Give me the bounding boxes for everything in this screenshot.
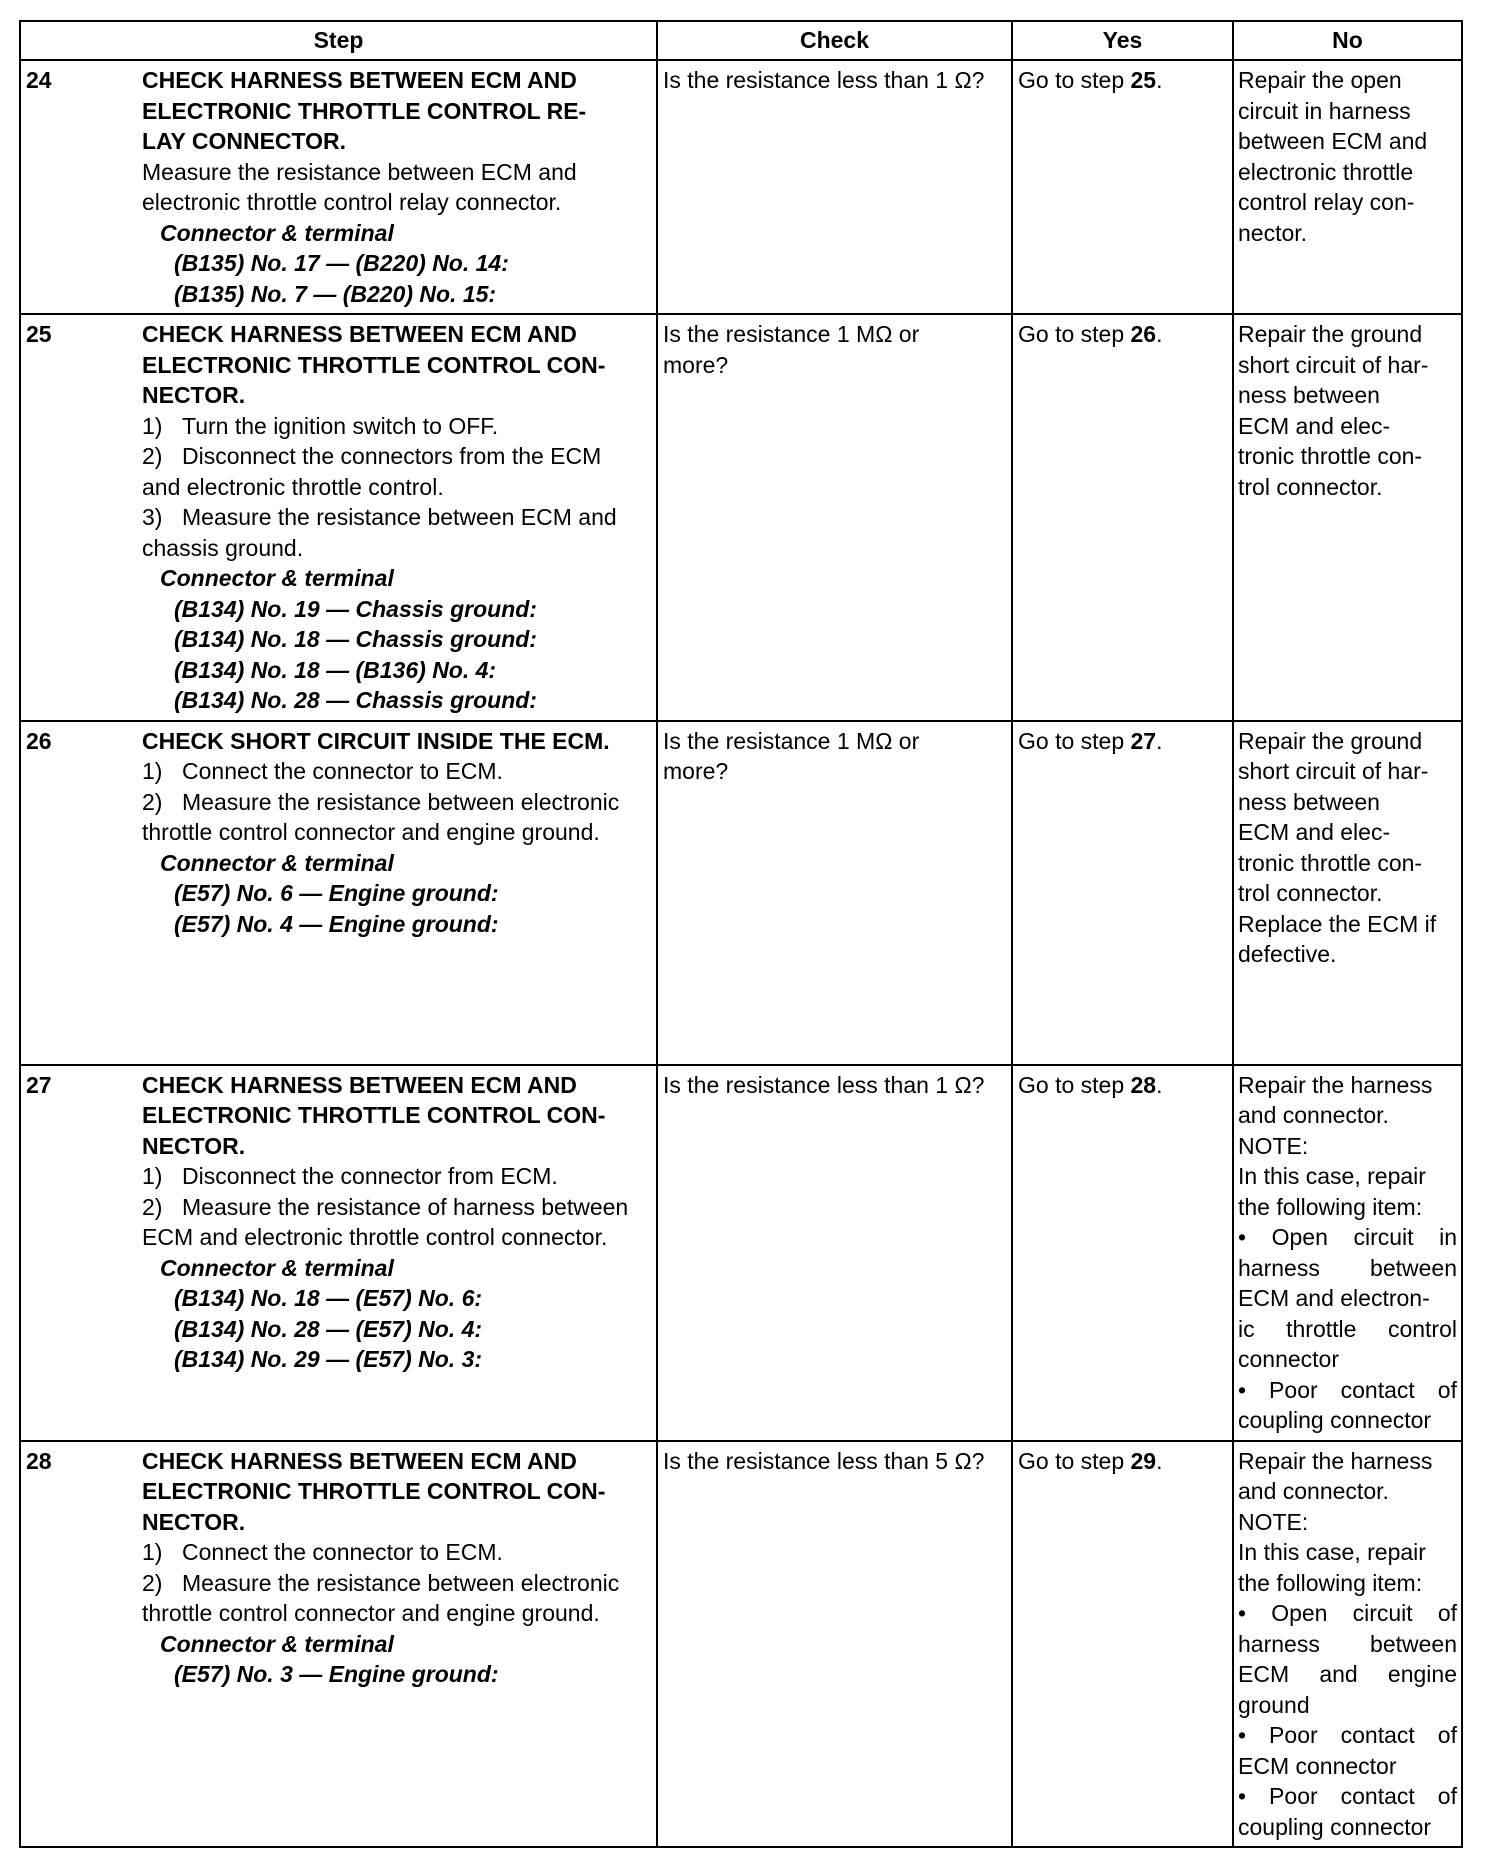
- substep-continued: throttle control connector and engine ground.: [142, 819, 600, 845]
- check-line: more?: [663, 758, 729, 784]
- step-body: [140, 60, 657, 314]
- no-line: In this case, repair: [1238, 1163, 1426, 1189]
- no-line: and connector.: [1238, 1478, 1389, 1504]
- step-number: 25: [20, 314, 140, 721]
- step-body: [140, 1441, 657, 1848]
- no-line: Replace the ECM if: [1238, 910, 1437, 937]
- substep-number: 3): [142, 504, 163, 530]
- substep-text: Turn the ignition switch to OFF.: [182, 412, 499, 439]
- step-title-line: ELECTRONIC THROTTLE CONTROL CON-: [142, 351, 606, 378]
- yes-suffix: .: [1156, 1071, 1163, 1098]
- no-line: harness between: [1238, 1254, 1457, 1281]
- no-action: [1233, 721, 1462, 1065]
- substep-text: Disconnect the connector from ECM.: [182, 1163, 558, 1189]
- no-line: connector: [1238, 1346, 1340, 1372]
- yes-step-number: 26: [1130, 321, 1157, 347]
- note-label: NOTE:: [1238, 1508, 1309, 1535]
- substep-continued: and electronic throttle control.: [142, 473, 444, 500]
- yes-suffix: .: [1156, 67, 1163, 93]
- substep: [142, 1537, 650, 1568]
- no-line: Repair the ground: [1238, 321, 1423, 347]
- substep-number: 1): [142, 758, 163, 784]
- no-line: electronic throttle: [1238, 158, 1414, 185]
- substep-number: 1): [142, 412, 163, 439]
- yes-prefix: Go to step: [1018, 1071, 1131, 1098]
- yes-step-number: 29: [1130, 1447, 1157, 1474]
- table-row: [20, 721, 1462, 1065]
- yes-suffix: .: [1156, 1447, 1163, 1474]
- step-title-line: CHECK HARNESS BETWEEN ECM AND: [142, 67, 577, 93]
- note-label: NOTE:: [1238, 1132, 1309, 1159]
- step-number: 24: [20, 60, 140, 314]
- terminal-spec: (E57) No. 6 — Engine ground:: [174, 880, 499, 906]
- no-line: short circuit of har-: [1238, 758, 1429, 784]
- substep-number: 2): [142, 788, 163, 815]
- step-number: 26: [20, 721, 140, 1065]
- step-body: [140, 1065, 657, 1441]
- header-no: No: [1233, 21, 1462, 60]
- yes-step-number: 28: [1130, 1071, 1157, 1098]
- no-line: ECM and elec-: [1238, 819, 1391, 845]
- no-line: and connector.: [1238, 1102, 1389, 1128]
- no-line: ground: [1238, 1691, 1310, 1718]
- check-line: Is the resistance 1 MΩ or: [663, 727, 920, 754]
- substep-continued: chassis ground.: [142, 534, 304, 561]
- check-question: Is the resistance less than 1 Ω?: [657, 60, 1012, 314]
- no-line: ness between: [1238, 382, 1380, 408]
- step-body: [140, 721, 657, 1065]
- terminal-spec: (E57) No. 4 — Engine ground:: [174, 910, 499, 937]
- check-line: Is the resistance 1 MΩ or: [663, 321, 920, 347]
- substep-text: Measure the resistance between ECM and: [182, 504, 617, 530]
- substep-number: 2): [142, 1569, 163, 1596]
- table-row: [20, 1441, 1462, 1848]
- substep: [142, 787, 650, 818]
- step-title-line: ELECTRONIC THROTTLE CONTROL CON-: [142, 1478, 606, 1504]
- step-title-line: NECTOR.: [142, 1132, 246, 1159]
- substep: [142, 1568, 650, 1599]
- check-question: [657, 721, 1012, 1065]
- step-title-line: CHECK SHORT CIRCUIT INSIDE THE ECM.: [142, 727, 610, 754]
- no-action: [1233, 1065, 1462, 1441]
- no-line: Repair the ground: [1238, 727, 1423, 754]
- terminal-spec: (B135) No. 17 — (B220) No. 14:: [174, 250, 509, 276]
- substep: [142, 502, 650, 533]
- check-question: Is the resistance less than 1 Ω?: [657, 1065, 1012, 1441]
- no-line: ECM and elec-: [1238, 412, 1391, 439]
- yes-action: [1012, 1441, 1233, 1848]
- no-line: the following item:: [1238, 1193, 1423, 1220]
- yes-suffix: .: [1156, 321, 1163, 347]
- step-number: 28: [20, 1441, 140, 1848]
- no-bullet: • Open circuit of: [1238, 1600, 1457, 1626]
- terminal-spec: (B134) No. 18 — Chassis ground:: [174, 626, 537, 652]
- table-row: [20, 314, 1462, 721]
- substep-text: Measure the resistance of harness between: [182, 1193, 629, 1220]
- yes-prefix: Go to step: [1018, 67, 1131, 93]
- step-title-line: NECTOR.: [142, 382, 246, 408]
- no-line: circuit in harness: [1238, 97, 1411, 124]
- substep: [142, 1161, 650, 1192]
- header-step: Step: [20, 21, 657, 60]
- no-line: ness between: [1238, 788, 1380, 815]
- connector-terminal-label: Connector & terminal: [160, 849, 394, 876]
- yes-action: [1012, 60, 1233, 314]
- yes-prefix: Go to step: [1018, 1447, 1131, 1474]
- step-title: [142, 1070, 650, 1162]
- connector-terminal-label: Connector & terminal: [160, 565, 394, 591]
- check-question: Is the resistance less than 5 Ω?: [657, 1441, 1012, 1848]
- substep-continued: ECM and electronic throttle control connector.: [142, 1224, 608, 1250]
- no-bullet: • Open circuit in: [1238, 1224, 1457, 1250]
- terminal-spec: (B134) No. 19 — Chassis ground:: [174, 595, 537, 622]
- substep-text: Measure the resistance between electronic: [182, 1569, 620, 1596]
- substep: [142, 1192, 650, 1223]
- terminal-spec: (B135) No. 7 — (B220) No. 15:: [174, 280, 497, 307]
- substep: [142, 756, 650, 787]
- yes-step-number: 25: [1130, 67, 1157, 93]
- terminal-spec: (E57) No. 3 — Engine ground:: [174, 1661, 499, 1687]
- no-line: trol connector.: [1238, 880, 1383, 906]
- step-number: 27: [20, 1065, 140, 1441]
- no-line: Repair the harness: [1238, 1447, 1433, 1474]
- yes-prefix: Go to step: [1018, 727, 1131, 754]
- no-line: ECM connector: [1238, 1752, 1397, 1779]
- no-line: the following item:: [1238, 1569, 1423, 1596]
- no-action: [1233, 60, 1462, 314]
- substep: [142, 411, 650, 442]
- check-line: more?: [663, 351, 729, 378]
- terminal-spec: (B134) No. 29 — (E57) No. 3:: [174, 1346, 483, 1372]
- no-line: defective.: [1238, 941, 1337, 967]
- substep: [142, 441, 650, 472]
- connector-terminal-label: Connector & terminal: [160, 1630, 394, 1657]
- step-title-line: CHECK HARNESS BETWEEN ECM AND: [142, 1447, 577, 1474]
- terminal-spec: (B134) No. 18 — (E57) No. 6:: [174, 1285, 483, 1311]
- substep-number: 2): [142, 1193, 163, 1220]
- step-title-line: LAY CONNECTOR.: [142, 128, 347, 154]
- no-action: [1233, 314, 1462, 721]
- substep-number: 1): [142, 1539, 163, 1565]
- step-intro: Measure the resistance between ECM and electronic throttle control relay connector.: [142, 158, 577, 215]
- substep-text: Connect the connector to ECM.: [182, 758, 503, 784]
- step-title: [142, 319, 650, 411]
- connector-terminal-label: Connector & terminal: [160, 219, 394, 246]
- yes-prefix: Go to step: [1018, 321, 1131, 347]
- step-title-line: CHECK HARNESS BETWEEN ECM AND: [142, 321, 577, 347]
- step-title: [142, 65, 650, 157]
- step-title: [142, 726, 650, 757]
- substep-text: Connect the connector to ECM.: [182, 1539, 503, 1565]
- substep-text: Measure the resistance between electronic: [182, 788, 620, 815]
- yes-suffix: .: [1156, 727, 1163, 754]
- step-title-line: ELECTRONIC THROTTLE CONTROL CON-: [142, 1102, 606, 1128]
- step-title-line: ELECTRONIC THROTTLE CONTROL RE-: [142, 97, 587, 124]
- terminal-spec: (B134) No. 28 — Chassis ground:: [174, 687, 537, 713]
- header-yes: Yes: [1012, 21, 1233, 60]
- no-line: ECM and engine: [1238, 1661, 1457, 1687]
- connector-terminal-label: Connector & terminal: [160, 1254, 394, 1281]
- diagnostic-table-page: [19, 20, 1461, 1840]
- no-line: tronic throttle con-: [1238, 443, 1423, 469]
- no-line: Repair the open: [1238, 67, 1402, 93]
- no-line: control relay con-: [1238, 189, 1415, 215]
- table-row: [20, 1065, 1462, 1441]
- table-row: [20, 60, 1462, 314]
- header-row: [20, 21, 1462, 60]
- no-line: Repair the harness: [1238, 1071, 1433, 1098]
- no-line: ic throttle control: [1238, 1315, 1457, 1342]
- step-body: [140, 314, 657, 721]
- no-bullet: • Poor contact of: [1238, 1722, 1457, 1748]
- no-action: [1233, 1441, 1462, 1848]
- no-line: nector.: [1238, 219, 1308, 246]
- no-line: trol connector.: [1238, 473, 1383, 500]
- terminal-spec: (B134) No. 28 — (E57) No. 4:: [174, 1315, 483, 1342]
- yes-action: [1012, 1065, 1233, 1441]
- no-line: ECM and electron-: [1238, 1285, 1430, 1311]
- no-bullet: • Poor contact of: [1238, 1783, 1457, 1809]
- no-line: tronic throttle con-: [1238, 849, 1423, 876]
- no-line: between ECM and: [1238, 128, 1428, 154]
- yes-action: [1012, 314, 1233, 721]
- no-line: harness between: [1238, 1630, 1457, 1657]
- yes-action: [1012, 721, 1233, 1065]
- substep-number: 2): [142, 443, 163, 469]
- diagnostic-table: [19, 20, 1463, 1848]
- no-line: coupling connector: [1238, 1407, 1432, 1433]
- step-title: [142, 1446, 650, 1538]
- step-title-line: CHECK HARNESS BETWEEN ECM AND: [142, 1071, 577, 1098]
- check-question: [657, 314, 1012, 721]
- step-title-line: NECTOR.: [142, 1508, 246, 1535]
- substep-continued: throttle control connector and engine ground.: [142, 1600, 600, 1626]
- no-line: coupling connector: [1238, 1813, 1432, 1840]
- header-check: Check: [657, 21, 1012, 60]
- substep-number: 1): [142, 1163, 163, 1189]
- substep-text: Disconnect the connectors from the ECM: [182, 443, 602, 469]
- no-line: In this case, repair: [1238, 1539, 1426, 1565]
- no-bullet: • Poor contact of: [1238, 1376, 1457, 1403]
- no-line: short circuit of har-: [1238, 351, 1429, 378]
- terminal-spec: (B134) No. 18 — (B136) No. 4:: [174, 656, 497, 683]
- yes-step-number: 27: [1130, 727, 1157, 754]
